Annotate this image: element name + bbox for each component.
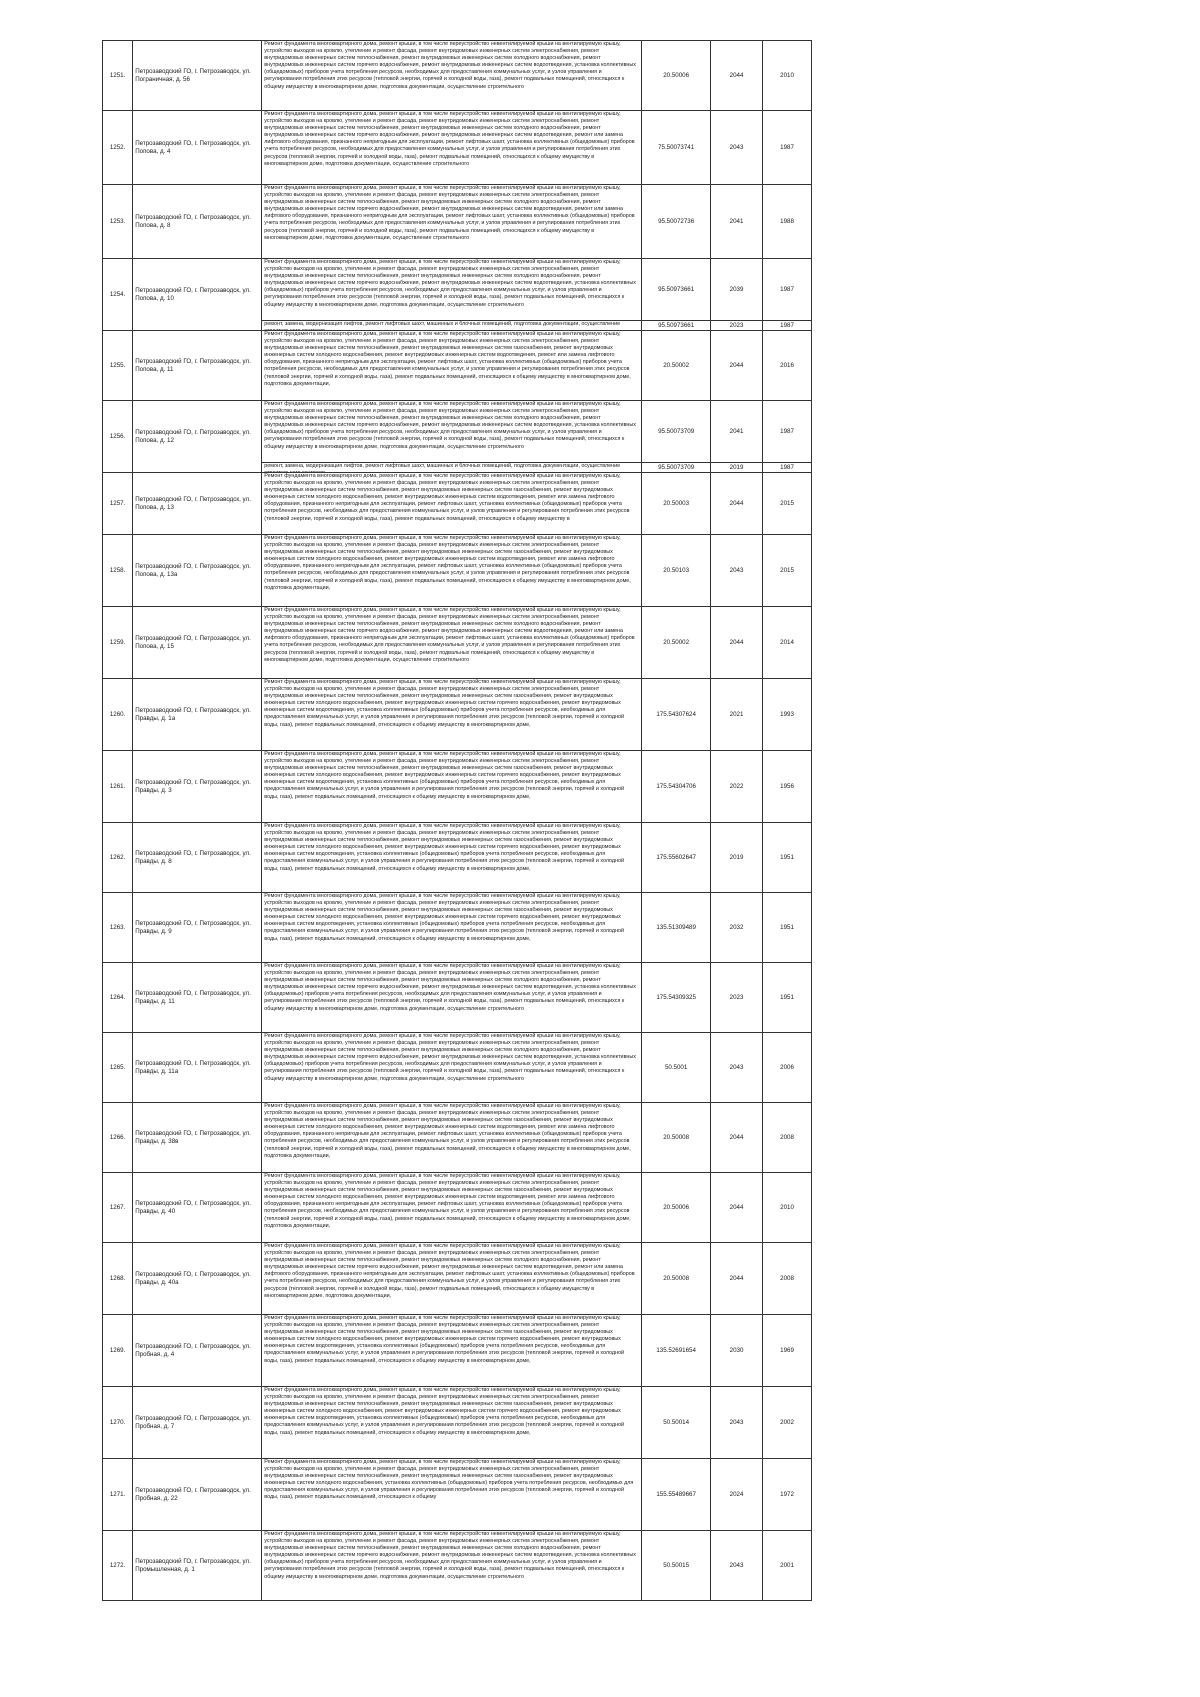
- subrow-year-plan: 2023: [710, 321, 762, 331]
- row-number: 1272.: [103, 1531, 133, 1601]
- row-year-built: 1987: [763, 259, 812, 321]
- table-row: [103, 963, 812, 1033]
- row-year-built: 1972: [763, 1459, 812, 1531]
- row-works: Ремонт фундамента многоквартирного дома, ремонт крыши, в том числе переустройство невентилируемой крыши на вентилируемую крышу, устройство выходов на кровлю, утепление и ремонт фасада, ремонт внутридомовых инженерных систем электроснабжения, ремонт внутридомовых инженерных систем теплоснабжения, ремонт внутридомовых инженерных систем газоснабжения, ремонт внутридомовых инженерных систем холодного водоснабжения, ремонт внутридомовых инженерных систем горячего водоснабжения, ремонт внутридомовых инженерных систем водоотведения, установка коллективных (общедомовых) приборов учета потребления ресурсов, необходимых для предоставления коммунальных услуг, и узлов управления и регулирования потребления этих ресурсов (тепловой энергии, горячей и холодной воды, газа), ремонт подвальных помещений, относящихся к общему имуществу в многоквартирном доме,: [264, 1387, 625, 1436]
- row-works: Ремонт фундамента многоквартирного дома, ремонт крыши, в том числе переустройство невентилируемой крыши на вентилируемую крышу, устройство выходов на кровлю, утепление и ремонт фасада, ремонт внутридомовых инженерных систем электроснабжения, ремонт внутридомовых инженерных систем теплоснабжения, ремонт внутридомовых инженерных систем холодного водоснабжения, ремонт внутридомовых инженерных систем горячего водоснабжения, ремонт внутридомовых инженерных систем водоотведения, установка коллективных (общедомовых) приборов учета потребления ресурсов, необходимых для предоставления коммунальных услуг, и узлов управления и регулирования потребления этих ресурсов (тепловой энергии, горячей и холодной воды, газа), ремонт подвальных помещений, относящихся к общему имуществу в многоквартирном доме, подготовка документации, осуществление строительного: [264, 41, 636, 90]
- row-works: Ремонт фундамента многоквартирного дома, ремонт крыши, в том числе переустройство невентилируемой крыши на вентилируемую крышу, устройство выходов на кровлю, утепление и ремонт фасада, ремонт внутридомовых инженерных систем электроснабжения, ремонт внутридомовых инженерных систем теплоснабжения, ремонт внутридомовых инженерных систем газоснабжения, ремонт внутридомовых инженерных систем холодного водоснабжения, ремонт внутридомовых инженерных систем горячего водоснабжения, ремонт внутридомовых инженерных систем водоотведения, установка коллективных (общедомовых) приборов учета потребления ресурсов, необходимых для предоставления коммунальных услуг, и узлов управления и регулирования потребления этих ресурсов (тепловой энергии, горячей и холодной воды, газа), ремонт подвальных помещений, относящихся к общему имуществу в многоквартирном доме,: [264, 679, 625, 728]
- row-works-cell: [262, 823, 642, 893]
- table-row: [103, 1387, 812, 1459]
- row-number: 1255.: [103, 331, 133, 401]
- row-year-plan: 2030: [710, 1315, 762, 1387]
- row-works-cell: [262, 1173, 642, 1243]
- row-year-plan: 2043: [710, 1531, 762, 1601]
- row-cost: 50.50015: [642, 1531, 711, 1601]
- row-address: Петрозаводский ГО, г. Петрозаводск, ул. Правды, д. 40: [133, 1173, 262, 1243]
- row-number: 1258.: [103, 535, 133, 607]
- row-year-plan: 2043: [710, 111, 762, 185]
- row-address: Петрозаводский ГО, г. Петрозаводск, ул. Пробная, д. 4: [133, 1315, 262, 1387]
- row-cost: 20.50008: [642, 1103, 711, 1173]
- row-works: Ремонт фундамента многоквартирного дома, ремонт крыши, в том числе переустройство невентилируемой крыши на вентилируемую крышу, устройство выходов на кровлю, утепление и ремонт фасада, ремонт внутридомовых инженерных систем электроснабжения, ремонт внутридомовых инженерных систем теплоснабжения, ремонт внутридомовых инженерных систем холодного водоснабжения, ремонт внутридомовых инженерных систем горячего водоснабжения, ремонт внутридомовых инженерных систем водоотведения, ремонт или замена лифтового оборудования, признанного непригодным для эксплуатации, ремонт лифтовых шахт, установка коллективных (общедомовых) приборов учета потребления ресурсов, необходимых для предоставления коммунальных услуг, и узлов управления и регулирования потребления этих ресурсов (тепловой энергии, горячей и холодной воды, газа), ремонт подвальных помещений, относящихся к общему имуществу в многоквартирном доме, подготовка документации, осуществление строительного: [264, 185, 635, 241]
- row-address: Петрозаводский ГО, г. Петрозаводск, ул. Попова, д. 15: [133, 607, 262, 679]
- row-works-cell: [262, 331, 642, 401]
- row-year-built: 2008: [763, 1243, 812, 1315]
- row-number: 1264.: [103, 963, 133, 1033]
- row-year-built: 1987: [763, 111, 812, 185]
- row-number: 1265.: [103, 1033, 133, 1103]
- row-year-plan: 2044: [710, 1103, 762, 1173]
- row-cost: 20.50002: [642, 607, 711, 679]
- subrow-year-built: 1987: [763, 463, 812, 473]
- row-address: Петрозаводский ГО, г. Петрозаводск, ул. Правды, д. 9: [133, 893, 262, 963]
- row-year-plan: 2044: [710, 1243, 762, 1315]
- row-year-plan: 2044: [710, 331, 762, 401]
- row-cost: 95.50973661: [642, 259, 711, 321]
- row-address: Петрозаводский ГО, г. Петрозаводск, ул. Правды, д. 11а: [133, 1033, 262, 1103]
- row-address: Петрозаводский ГО, г. Петрозаводск, ул. Пробная, д. 7: [133, 1387, 262, 1459]
- row-works: Ремонт фундамента многоквартирного дома, ремонт крыши, в том числе переустройство невентилируемой крыши на вентилируемую крышу, устройство выходов на кровлю, утепление и ремонт фасада, ремонт внутридомовых инженерных систем электроснабжения, ремонт внутридомовых инженерных систем теплоснабжения, ремонт внутридомовых инженерных систем газоснабжения, ремонт внутридомовых инженерных систем холодного водоснабжения, ремонт внутридомовых инженерных систем водоотведения, ремонт или замена лифтового оборудования, признанного непригодным для эксплуатации, ремонт лифтовых шахт, установка коллективных (общедомовых) приборов учета потребления ресурсов, необходимых для предоставления коммунальных услуг, и узлов управления и регулирования потребления этих ресурсов (тепловой энергии, горячей и холодной воды, газа), ремонт подвальных помещений, относящихся к общему имуществу в многоквартирном доме, подготовка документации,: [264, 1103, 631, 1159]
- row-works-cell: [262, 111, 642, 185]
- row-works: Ремонт фундамента многоквартирного дома, ремонт крыши, в том числе переустройство невентилируемой крыши на вентилируемую крышу, устройство выходов на кровлю, утепление и ремонт фасада, ремонт внутридомовых инженерных систем электроснабжения, ремонт внутридомовых инженерных систем теплоснабжения, ремонт внутридомовых инженерных систем холодного водоснабжения, ремонт внутридомовых инженерных систем горячего водоснабжения, ремонт внутридомовых инженерных систем водоотведения, установка коллективных (общедомовых) приборов учета потребления ресурсов, необходимых для предоставления коммунальных услуг, и узлов управления и регулирования потребления этих ресурсов (тепловой энергии, горячей и холодной воды, газа), ремонт подвальных помещений, относящихся к общему имуществу в многоквартирном доме, подготовка документации, осуществление строительного: [264, 1033, 636, 1082]
- row-cost: 155.55489667: [642, 1459, 711, 1531]
- row-year-plan: 2041: [710, 401, 762, 463]
- row-works-cell: [262, 893, 642, 963]
- row-year-built: 1956: [763, 751, 812, 823]
- row-address: Петрозаводский ГО, г. Петрозаводск, ул. Правды, д. 11: [133, 963, 262, 1033]
- row-works-cell: [262, 535, 642, 607]
- row-works-cell: [262, 1531, 642, 1601]
- row-address: Петрозаводский ГО, г. Петрозаводск, ул. Промышленная, д. 1: [133, 1531, 262, 1601]
- table-row: [103, 1103, 812, 1173]
- table-row: [103, 751, 812, 823]
- row-address: Петрозаводский ГО, г. Петрозаводск, ул. Пробная, д. 22: [133, 1459, 262, 1531]
- table-row: [103, 1531, 812, 1601]
- row-year-plan: 2039: [710, 259, 762, 321]
- row-year-built: 2001: [763, 1531, 812, 1601]
- subrow-cost: 95.50073709: [642, 463, 711, 473]
- row-cost: 175.55602647: [642, 823, 711, 893]
- row-number: 1263.: [103, 893, 133, 963]
- row-number: 1262.: [103, 823, 133, 893]
- row-year-built: 1993: [763, 679, 812, 751]
- row-works: Ремонт фундамента многоквартирного дома, ремонт крыши, в том числе переустройство невентилируемой крыши на вентилируемую крышу, устройство выходов на кровлю, утепление и ремонт фасада, ремонт внутридомовых инженерных систем электроснабжения, ремонт внутридомовых инженерных систем теплоснабжения, ремонт внутридомовых инженерных систем газоснабжения, ремонт внутридомовых инженерных систем холодного водоснабжения, ремонт внутридомовых инженерных систем водоотведения, ремонт или замена лифтового оборудования, признанного непригодным для эксплуатации, ремонт лифтовых шахт, установка коллективных (общедомовых) приборов учета потребления ресурсов, необходимых для предоставления коммунальных услуг, и узлов управления и регулирования потребления этих ресурсов (тепловой энергии, горячей и холодной воды, газа), ремонт подвальных помещений, относящихся к общему имуществу в многоквартирном доме, подготовка документации,: [264, 1173, 631, 1229]
- subrow-cost: 95.50973661: [642, 321, 711, 331]
- row-year-built: 1987: [763, 401, 812, 463]
- row-number: 1256.: [103, 401, 133, 473]
- row-works-cell: [262, 607, 642, 679]
- row-year-plan: 2032: [710, 893, 762, 963]
- row-year-built: 2006: [763, 1033, 812, 1103]
- row-cost: 175.54309325: [642, 963, 711, 1033]
- row-cost: 50.5001: [642, 1033, 711, 1103]
- table-row: [103, 259, 812, 321]
- row-cost: 20.50006: [642, 41, 711, 111]
- row-year-built: 2010: [763, 1173, 812, 1243]
- row-number: 1269.: [103, 1315, 133, 1387]
- table-body: [103, 41, 812, 1601]
- table-row: [103, 679, 812, 751]
- subrow-works: ремонт, замена, модернизация лифтов, ремонт лифтовых шахт, машинных и блочных помещений, подготовка документации, осуществление: [264, 463, 621, 469]
- row-works: Ремонт фундамента многоквартирного дома, ремонт крыши, в том числе переустройство невентилируемой крыши на вентилируемую крышу, устройство выходов на кровлю, утепление и ремонт фасада, ремонт внутридомовых инженерных систем электроснабжения, ремонт внутридомовых инженерных систем теплоснабжения, ремонт внутридомовых инженерных систем холодного водоснабжения, ремонт внутридомовых инженерных систем горячего водоснабжения, ремонт внутридомовых инженерных систем водоотведения, ремонт или замена лифтового оборудования, признанного непригодным для эксплуатации, ремонт лифтовых шахт, установка коллективных (общедомовых) приборов учета потребления ресурсов, необходимых для предоставления коммунальных услуг, и узлов управления и регулирования потребления этих ресурсов (тепловой энергии, горячей и холодной воды, газа), ремонт подвальных помещений, относящихся к общему имуществу в многоквартирном доме, подготовка документации,: [264, 1243, 635, 1299]
- row-works: Ремонт фундамента многоквартирного дома, ремонт крыши, в том числе переустройство невентилируемой крыши на вентилируемую крышу, устройство выходов на кровлю, утепление и ремонт фасада, ремонт внутридомовых инженерных систем электроснабжения, ремонт внутридомовых инженерных систем теплоснабжения, ремонт внутридомовых инженерных систем газоснабжения, ремонт внутридомовых инженерных систем холодного водоснабжения, ремонт внутридомовых инженерных систем водоотведения, ремонт или замена лифтового оборудования, признанного непригодным для эксплуатации, ремонт лифтовых шахт, установка коллективных (общедомовых) приборов учета потребления ресурсов, необходимых для предоставления коммунальных услуг, и узлов управления и регулирования потребления этих ресурсов (тепловой энергии, горячей и холодной воды, газа), ремонт подвальных помещений, относящихся к общему имуществу в многоквартирном доме, подготовка документации,: [264, 331, 631, 387]
- row-works-cell: [262, 751, 642, 823]
- row-number: 1252.: [103, 111, 133, 185]
- row-year-built: 2015: [763, 535, 812, 607]
- row-works-cell: [262, 1103, 642, 1173]
- row-cost: 135.51309489: [642, 893, 711, 963]
- row-works: Ремонт фундамента многоквартирного дома, ремонт крыши, в том числе переустройство невентилируемой крыши на вентилируемую крышу, устройство выходов на кровлю, утепление и ремонт фасада, ремонт внутридомовых инженерных систем электроснабжения, ремонт внутридомовых инженерных систем теплоснабжения, ремонт внутридомовых инженерных систем газоснабжения, ремонт внутридомовых инженерных систем холодного водоснабжения, ремонт внутридомовых инженерных систем водоотведения, ремонт или замена лифтового оборудования, признанного непригодным для эксплуатации, ремонт лифтовых шахт, установка коллективных (общедомовых) приборов учета потребления ресурсов, необходимых для предоставления коммунальных услуг, и узлов управления и регулирования потребления этих ресурсов (тепловой энергии, горячей и холодной воды, газа), ремонт подвальных помещений, относящихся к общему имуществу в многоквартирном доме, подготовка документации,: [264, 535, 631, 591]
- row-cost: 175.54304706: [642, 751, 711, 823]
- table-row: [103, 535, 812, 607]
- row-year-plan: 2044: [710, 607, 762, 679]
- table-row: [103, 473, 812, 535]
- table-row: [103, 1315, 812, 1387]
- row-year-built: 1951: [763, 963, 812, 1033]
- row-year-plan: 2043: [710, 535, 762, 607]
- row-works: Ремонт фундамента многоквартирного дома, ремонт крыши, в том числе переустройство невентилируемой крыши на вентилируемую крышу, устройство выходов на кровлю, утепление и ремонт фасада, ремонт внутридомовых инженерных систем электроснабжения, ремонт внутридомовых инженерных систем теплоснабжения, ремонт внутридомовых инженерных систем холодного водоснабжения, ремонт внутридомовых инженерных систем горячего водоснабжения, ремонт внутридомовых инженерных систем водоотведения, установка коллективных (общедомовых) приборов учета потребления ресурсов, необходимых для предоставления коммунальных услуг, и узлов управления и регулирования потребления этих ресурсов (тепловой энергии, горячей и холодной воды, газа), ремонт подвальных помещений, относящихся к общему имуществу в многоквартирном доме, подготовка документации, осуществление строительного: [264, 1531, 636, 1580]
- row-year-plan: 2043: [710, 1387, 762, 1459]
- row-year-built: 1951: [763, 893, 812, 963]
- row-year-built: 2010: [763, 41, 812, 111]
- row-works: Ремонт фундамента многоквартирного дома, ремонт крыши, в том числе переустройство невентилируемой крыши на вентилируемую крышу, устройство выходов на кровлю, утепление и ремонт фасада, ремонт внутридомовых инженерных систем электроснабжения, ремонт внутридомовых инженерных систем теплоснабжения, ремонт внутридомовых инженерных систем газоснабжения, ремонт внутридомовых инженерных систем холодного водоснабжения, ремонт внутридомовых инженерных систем горячего водоснабжения, ремонт внутридомовых инженерных систем водоотведения, установка коллективных (общедомовых) приборов учета потребления ресурсов, необходимых для предоставления коммунальных услуг, и узлов управления и регулирования потребления этих ресурсов (тепловой энергии, горячей и холодной воды, газа), ремонт подвальных помещений, относящихся к общему имуществу в многоквартирном доме,: [264, 751, 625, 800]
- table-row: [103, 185, 812, 259]
- row-year-built: 2016: [763, 331, 812, 401]
- row-cost: 20.50008: [642, 1243, 711, 1315]
- row-cost: 75.50073741: [642, 111, 711, 185]
- subrow-works-cell: [262, 321, 642, 331]
- row-works: Ремонт фундамента многоквартирного дома, ремонт крыши, в том числе переустройство невентилируемой крыши на вентилируемую крышу, устройство выходов на кровлю, утепление и ремонт фасада, ремонт внутридомовых инженерных систем электроснабжения, ремонт внутридомовых инженерных систем теплоснабжения, ремонт внутридомовых инженерных систем холодного водоснабжения, ремонт внутридомовых инженерных систем горячего водоснабжения, ремонт внутридомовых инженерных систем водоотведения, ремонт или замена лифтового оборудования, признанного непригодным для эксплуатации, ремонт лифтовых шахт, установка коллективных (общедомовых) приборов учета потребления ресурсов, необходимых для предоставления коммунальных услуг, и узлов управления и регулирования потребления этих ресурсов (тепловой энергии, горячей и холодной воды, газа), ремонт подвальных помещений, относящихся к общему имуществу в многоквартирном доме, подготовка документации, осуществление строительного: [264, 111, 635, 167]
- row-year-plan: 2024: [710, 1459, 762, 1531]
- row-address: Петрозаводский ГО, г. Петрозаводск, ул. Правды, д. 8: [133, 823, 262, 893]
- row-number: 1266.: [103, 1103, 133, 1173]
- row-cost: 20.50002: [642, 331, 711, 401]
- table-row: [103, 1243, 812, 1315]
- table-row: [103, 893, 812, 963]
- row-works-cell: [262, 41, 642, 111]
- row-address: Петрозаводский ГО, г. Петрозаводск, ул. Попова, д. 8: [133, 185, 262, 259]
- table-row: [103, 401, 812, 463]
- row-works: Ремонт фундамента многоквартирного дома, ремонт крыши, в том числе переустройство невентилируемой крыши на вентилируемую крышу, устройство выходов на кровлю, утепление и ремонт фасада, ремонт внутридомовых инженерных систем электроснабжения, ремонт внутридомовых инженерных систем теплоснабжения, ремонт внутридомовых инженерных систем газоснабжения, ремонт внутридомовых инженерных систем холодного водоснабжения, ремонт внутридомовых инженерных систем горячего водоснабжения, ремонт внутридомовых инженерных систем водоотведения, установка коллективных (общедомовых) приборов учета потребления ресурсов, необходимых для предоставления коммунальных услуг, и узлов управления и регулирования потребления этих ресурсов (тепловой энергии, горячей и холодной воды, газа), ремонт подвальных помещений, относящихся к общему имуществу в многоквартирном доме,: [264, 893, 625, 942]
- row-number: 1260.: [103, 679, 133, 751]
- table-row: [103, 1033, 812, 1103]
- subrow-year-built: 1987: [763, 321, 812, 331]
- row-works-cell: [262, 1033, 642, 1103]
- row-address: Петрозаводский ГО, г. Петрозаводск, ул. Правды, д. 3: [133, 751, 262, 823]
- row-year-plan: 2044: [710, 41, 762, 111]
- row-number: 1253.: [103, 185, 133, 259]
- row-year-plan: 2044: [710, 1173, 762, 1243]
- table-row: [103, 823, 812, 893]
- row-works-cell: [262, 1315, 642, 1387]
- row-number: 1259.: [103, 607, 133, 679]
- row-cost: 95.50072736: [642, 185, 711, 259]
- row-address: Петрозаводский ГО, г. Петрозаводск, ул. Попова, д. 12: [133, 401, 262, 473]
- row-works-cell: [262, 679, 642, 751]
- row-works-cell: [262, 1459, 642, 1531]
- table-row: [103, 1459, 812, 1531]
- table-row: [103, 331, 812, 401]
- row-works: Ремонт фундамента многоквартирного дома, ремонт крыши, в том числе переустройство невентилируемой крыши на вентилируемую крышу, устройство выходов на кровлю, утепление и ремонт фасада, ремонт внутридомовых инженерных систем электроснабжения, ремонт внутридомовых инженерных систем теплоснабжения, ремонт внутридомовых инженерных систем холодного водоснабжения, ремонт внутридомовых инженерных систем горячего водоснабжения, ремонт внутридомовых инженерных систем водоотведения, установка коллективных (общедомовых) приборов учета потребления ресурсов, необходимых для предоставления коммунальных услуг, и узлов управления и регулирования потребления этих ресурсов (тепловой энергии, горячей и холодной воды, газа), ремонт подвальных помещений, относящихся к общему имуществу в многоквартирном доме, подготовка документации, осуществление строительного: [264, 401, 636, 450]
- row-works-cell: [262, 1387, 642, 1459]
- row-cost: 135.52691654: [642, 1315, 711, 1387]
- row-year-built: 1951: [763, 823, 812, 893]
- row-number: 1254.: [103, 259, 133, 331]
- row-number: 1271.: [103, 1459, 133, 1531]
- capital-repair-table: [102, 40, 812, 1601]
- table-row: [103, 41, 812, 111]
- row-cost: 20.50103: [642, 535, 711, 607]
- row-year-built: 1969: [763, 1315, 812, 1387]
- table-row: [103, 607, 812, 679]
- row-year-plan: 2021: [710, 679, 762, 751]
- row-works: Ремонт фундамента многоквартирного дома, ремонт крыши, в том числе переустройство невентилируемой крыши на вентилируемую крышу, устройство выходов на кровлю, утепление и ремонт фасада, ремонт внутридомовых инженерных систем электроснабжения, ремонт внутридомовых инженерных систем теплоснабжения, ремонт внутридомовых инженерных систем газоснабжения, ремонт внутридомовых инженерных систем холодного водоснабжения, ремонт внутридомовых инженерных систем горячего водоснабжения, ремонт внутридомовых инженерных систем водоотведения, установка коллективных (общедомовых) приборов учета потребления ресурсов, необходимых для предоставления коммунальных услуг, и узлов управления и регулирования потребления этих ресурсов (тепловой энергии, горячей и холодной воды, газа), ремонт подвальных помещений, относящихся к общему имуществу в многоквартирном доме,: [264, 1315, 625, 1364]
- row-works: Ремонт фундамента многоквартирного дома, ремонт крыши, в том числе переустройство невентилируемой крыши на вентилируемую крышу, устройство выходов на кровлю, утепление и ремонт фасада, ремонт внутридомовых инженерных систем электроснабжения, ремонт внутридомовых инженерных систем теплоснабжения, ремонт внутридомовых инженерных систем холодного водоснабжения, ремонт внутридомовых инженерных систем горячего водоснабжения, ремонт внутридомовых инженерных систем водоотведения, установка коллективных (общедомовых) приборов учета потребления ресурсов, необходимых для предоставления коммунальных услуг, и узлов управления и регулирования потребления этих ресурсов (тепловой энергии, горячей и холодной воды, газа), ремонт подвальных помещений, относящихся к общему имуществу в многоквартирном доме, подготовка документации, осуществление строительного: [264, 963, 636, 1012]
- row-number: 1251.: [103, 41, 133, 111]
- row-number: 1261.: [103, 751, 133, 823]
- row-cost: 20.50003: [642, 473, 711, 535]
- row-address: Петрозаводский ГО, г. Петрозаводск, ул. Попова, д. 11: [133, 331, 262, 401]
- row-works-cell: [262, 401, 642, 463]
- subrow-works: ремонт, замена, модернизация лифтов, ремонт лифтовых шахт, машинных и блочных помещений, подготовка документации, осуществление: [264, 321, 621, 327]
- row-address: Петрозаводский ГО, г. Петрозаводск, ул. Правды, д. 40а: [133, 1243, 262, 1315]
- row-year-built: 2014: [763, 607, 812, 679]
- row-works-cell: [262, 1243, 642, 1315]
- row-year-plan: 2043: [710, 1033, 762, 1103]
- row-year-plan: 2044: [710, 473, 762, 535]
- row-cost: 50.50014: [642, 1387, 711, 1459]
- row-works: Ремонт фундамента многоквартирного дома, ремонт крыши, в том числе переустройство невентилируемой крыши на вентилируемую крышу, устройство выходов на кровлю, утепление и ремонт фасада, ремонт внутридомовых инженерных систем электроснабжения, ремонт внутридомовых инженерных систем теплоснабжения, ремонт внутридомовых инженерных систем газоснабжения, ремонт внутридомовых инженерных систем холодного водоснабжения, ремонт внутридомовых инженерных систем водоотведения, ремонт или замена лифтового оборудования, признанного непригодным для эксплуатации, ремонт лифтовых шахт, установка коллективных (общедомовых) приборов учета потребления ресурсов, необходимых для предоставления коммунальных услуг, и узлов управления и регулирования потребления этих ресурсов (тепловой энергии, горячей и холодной воды, газа), ремонт подвальных помещений, относящихся к общему имуществу в: [264, 473, 630, 522]
- row-works: Ремонт фундамента многоквартирного дома, ремонт крыши, в том числе переустройство невентилируемой крыши на вентилируемую крышу, устройство выходов на кровлю, утепление и ремонт фасада, ремонт внутридомовых инженерных систем электроснабжения, ремонт внутридомовых инженерных систем теплоснабжения, ремонт внутридомовых инженерных систем газоснабжения, ремонт внутридомовых инженерных систем холодного водоснабжения, установка коллективных (общедомовых) приборов учета потребления ресурсов, необходимых для предоставления коммунальных услуг, и узлов управления и регулирования потребления этих ресурсов (тепловой энергии, горячей и холодной воды, газа), ремонт подвальных помещений, относящихся к общему: [264, 1459, 634, 1501]
- row-works-cell: [262, 963, 642, 1033]
- row-number: 1268.: [103, 1243, 133, 1315]
- row-year-built: 2015: [763, 473, 812, 535]
- row-works: Ремонт фундамента многоквартирного дома, ремонт крыши, в том числе переустройство невентилируемой крыши на вентилируемую крышу, устройство выходов на кровлю, утепление и ремонт фасада, ремонт внутридомовых инженерных систем электроснабжения, ремонт внутридомовых инженерных систем теплоснабжения, ремонт внутридомовых инженерных систем холодного водоснабжения, ремонт внутридомовых инженерных систем горячего водоснабжения, ремонт внутридомовых инженерных систем водоотведения, установка коллективных (общедомовых) приборов учета потребления ресурсов, необходимых для предоставления коммунальных услуг, и узлов управления и регулирования потребления этих ресурсов (тепловой энергии, горячей и холодной воды, газа), ремонт подвальных помещений, относящихся к общему имуществу в многоквартирном доме, подготовка документации, осуществление строительного: [264, 259, 636, 308]
- table-row: [103, 111, 812, 185]
- row-year-plan: 2041: [710, 185, 762, 259]
- row-works-cell: [262, 473, 642, 535]
- row-year-plan: 2022: [710, 751, 762, 823]
- row-year-built: 2008: [763, 1103, 812, 1173]
- row-address: Петрозаводский ГО, г. Петрозаводск, ул. Правды, д. 1а: [133, 679, 262, 751]
- row-works: Ремонт фундамента многоквартирного дома, ремонт крыши, в том числе переустройство невентилируемой крыши на вентилируемую крышу, устройство выходов на кровлю, утепление и ремонт фасада, ремонт внутридомовых инженерных систем электроснабжения, ремонт внутридомовых инженерных систем теплоснабжения, ремонт внутридомовых инженерных систем газоснабжения, ремонт внутридомовых инженерных систем холодного водоснабжения, ремонт внутридомовых инженерных систем горячего водоснабжения, ремонт внутридомовых инженерных систем водоотведения, установка коллективных (общедомовых) приборов учета потребления ресурсов, необходимых для предоставления коммунальных услуг, и узлов управления и регулирования потребления этих ресурсов (тепловой энергии, горячей и холодной воды, газа), ремонт подвальных помещений, относящихся к общему имуществу в многоквартирном доме,: [264, 823, 625, 872]
- row-year-built: 2002: [763, 1387, 812, 1459]
- row-cost: 175.54307624: [642, 679, 711, 751]
- row-year-plan: 2019: [710, 823, 762, 893]
- row-works: Ремонт фундамента многоквартирного дома, ремонт крыши, в том числе переустройство невентилируемой крыши на вентилируемую крышу, устройство выходов на кровлю, утепление и ремонт фасада, ремонт внутридомовых инженерных систем электроснабжения, ремонт внутридомовых инженерных систем теплоснабжения, ремонт внутридомовых инженерных систем холодного водоснабжения, ремонт внутридомовых инженерных систем горячего водоснабжения, ремонт внутридомовых инженерных систем водоотведения, ремонт или замена лифтового оборудования, признанного непригодным для эксплуатации, ремонт лифтовых шахт, установка коллективных (общедомовых) приборов учета потребления ресурсов, необходимых для предоставления коммунальных услуг, и узлов управления и регулирования потребления этих ресурсов (тепловой энергии, горячей и холодной воды, газа), ремонт подвальных помещений, относящихся к общему имуществу в многоквартирном доме, подготовка документации, осуществление строительного: [264, 607, 635, 663]
- row-year-plan: 2023: [710, 963, 762, 1033]
- row-address: Петрозаводский ГО, г. Петрозаводск, ул. Попова, д. 4: [133, 111, 262, 185]
- subrow-year-plan: 2019: [710, 463, 762, 473]
- row-address: Петрозаводский ГО, г. Петрозаводск, ул. Правды, д. 38в: [133, 1103, 262, 1173]
- row-number: 1267.: [103, 1173, 133, 1243]
- subrow-works-cell: [262, 463, 642, 473]
- row-address: Петрозаводский ГО, г. Петрозаводск, ул. Попова, д. 10: [133, 259, 262, 331]
- row-number: 1257.: [103, 473, 133, 535]
- row-works-cell: [262, 259, 642, 321]
- row-address: Петрозаводский ГО, г. Петрозаводск, ул. Попова, д. 13а: [133, 535, 262, 607]
- row-number: 1270.: [103, 1387, 133, 1459]
- row-works-cell: [262, 185, 642, 259]
- row-cost: 95.50073709: [642, 401, 711, 463]
- row-year-built: 1988: [763, 185, 812, 259]
- table-row: [103, 1173, 812, 1243]
- row-address: Петрозаводский ГО, г. Петрозаводск, ул. Попова, д. 13: [133, 473, 262, 535]
- row-cost: 20.50006: [642, 1173, 711, 1243]
- row-address: Петрозаводский ГО, г. Петрозаводск, ул. Пограничная, д. 56: [133, 41, 262, 111]
